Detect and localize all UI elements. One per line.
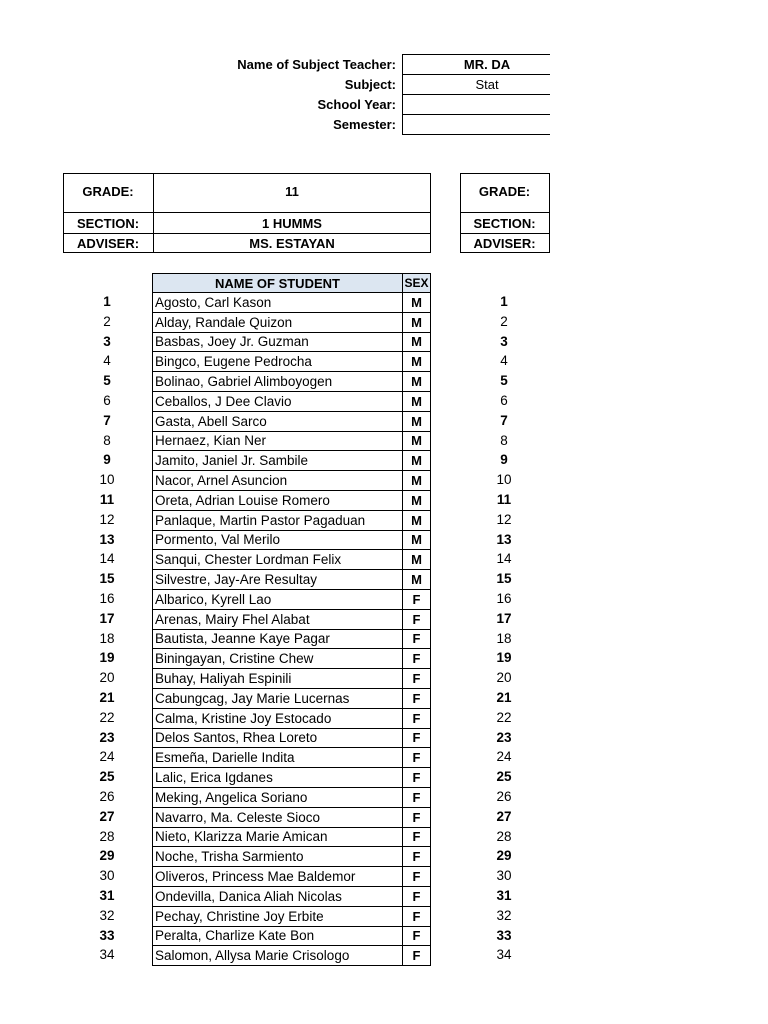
student-sex-cell[interactable]: M [402,549,431,570]
divider [402,114,550,115]
semester-label: Semester: [333,117,396,132]
student-sex-cell[interactable]: M [402,411,431,432]
adviser-label-2: ADVISER: [473,236,536,251]
row-number: 34 [99,947,115,963]
adviser-label: ADVISER: [76,236,140,251]
student-sex-cell[interactable]: F [402,629,431,650]
row-number: 28 [99,828,115,844]
student-sex-cell[interactable]: F [402,589,431,610]
student-name-cell[interactable]: Navarro, Ma. Celeste Sioco [152,807,403,828]
row-number-2: 9 [500,452,508,468]
student-sex-cell[interactable]: F [402,926,431,947]
student-name-cell[interactable]: Arenas, Mairy Fhel Alabat [152,609,403,630]
row-number: 15 [99,571,115,587]
row-number-2: 21 [496,690,512,705]
student-sex-cell[interactable]: M [402,431,431,452]
row-number: 29 [99,848,115,864]
student-sex-cell[interactable]: F [402,767,431,788]
row-number: 10 [99,472,115,488]
row-number: 30 [99,868,115,884]
row-number: 22 [99,709,115,725]
subject-value[interactable]: Stat [475,77,499,92]
student-name-cell[interactable]: Albarico, Kyrell Lao [152,589,403,610]
row-number: 24 [99,749,115,765]
row-number: 1 [103,294,111,309]
student-name-cell[interactable]: Nieto, Klarizza Marie Amican [152,827,403,848]
student-name-cell[interactable]: Cabungcag, Jay Marie Lucernas [152,688,403,709]
row-number: 20 [99,670,115,686]
row-number: 8 [103,432,111,448]
student-name-cell[interactable]: Buhay, Haliyah Espinili [152,668,403,689]
grade-value[interactable]: 11 [285,184,299,199]
name-column-header: NAME OF STUDENT [152,273,403,293]
divider [460,212,550,213]
row-number: 19 [99,650,115,666]
student-name-cell[interactable]: Biningayan, Cristine Chew [152,648,403,669]
row-number-2: 13 [496,531,512,547]
student-sex-cell[interactable]: M [402,312,431,333]
row-number: 3 [103,333,111,349]
student-sex-cell[interactable]: F [402,728,431,749]
student-name-cell[interactable]: Bautista, Jeanne Kaye Pagar [152,629,403,650]
row-number-2: 10 [496,472,512,488]
divider [402,74,550,75]
student-name-cell[interactable]: Ceballos, J Dee Clavio [152,391,403,412]
student-sex-cell[interactable]: F [402,827,431,848]
row-number: 25 [99,769,115,785]
student-name-cell[interactable]: Salomon, Allysa Marie Crisologo [152,945,403,966]
row-number: 4 [103,353,111,369]
row-number: 12 [99,511,115,527]
student-sex-cell[interactable]: F [402,747,431,768]
student-sex-cell[interactable]: M [402,569,431,590]
student-name-cell[interactable]: Nacor, Arnel Asuncion [152,470,403,491]
row-number-2: 7 [500,412,508,428]
student-name-cell[interactable]: Jamito, Janiel Jr. Sambile [152,450,403,471]
student-sex-cell[interactable]: F [402,688,431,709]
subject-label: Subject: [344,77,396,92]
student-name-cell[interactable]: Hernaez, Kian Ner [152,431,403,452]
grade-label: GRADE: [82,184,134,199]
student-sex-cell[interactable]: F [402,787,431,808]
divider [402,94,550,95]
row-number-2: 31 [496,888,512,903]
divider [460,233,550,234]
row-number: 26 [99,789,115,804]
row-number: 5 [103,373,111,389]
row-number-2: 34 [496,947,512,963]
row-number-2: 8 [500,432,508,448]
student-sex-cell[interactable]: F [402,668,431,689]
student-sex-cell[interactable]: M [402,292,431,313]
sex-column-header: SEX [402,273,431,293]
row-number: 16 [99,591,115,606]
student-sex-cell[interactable]: F [402,609,431,630]
row-number-2: 1 [500,294,508,309]
row-number-2: 18 [496,630,512,646]
section-value[interactable]: 1 HUMMS [262,216,322,231]
student-name-cell[interactable]: Panlaque, Martin Pastor Pagaduan [152,510,403,531]
student-sex-cell[interactable]: M [402,391,431,412]
grade-label-2: GRADE: [478,184,531,199]
row-number: 21 [99,690,115,705]
row-number-2: 27 [496,808,512,824]
row-number-2: 23 [496,729,512,745]
row-number: 6 [103,393,111,408]
row-number-2: 28 [496,828,512,844]
student-name-cell[interactable]: Peralta, Charlize Kate Bon [152,926,403,947]
student-sex-cell[interactable]: F [402,866,431,887]
row-number-2: 32 [496,907,512,923]
divider [549,173,550,253]
row-number: 9 [103,452,111,468]
row-number: 17 [99,610,115,626]
student-name-cell[interactable]: Sanqui, Chester Lordman Felix [152,549,403,570]
student-sex-cell[interactable]: F [402,648,431,669]
row-number-2: 11 [496,492,512,507]
row-number-2: 26 [496,789,512,804]
student-sex-cell[interactable]: M [402,351,431,372]
student-name-cell[interactable]: Pormento, Val Merilo [152,530,403,551]
row-number-2: 5 [500,373,508,389]
student-name-cell[interactable]: Meking, Angelica Soriano [152,787,403,808]
row-number-2: 30 [496,868,512,884]
adviser-value[interactable]: MS. ESTAYAN [249,236,335,251]
row-number: 14 [99,551,115,567]
row-number: 11 [99,492,115,507]
student-name-cell[interactable]: Alday, Randale Quizon [152,312,403,333]
row-number-2: 24 [496,749,512,765]
row-number-2: 19 [496,650,512,666]
row-number-2: 33 [496,927,512,943]
student-name-cell[interactable]: Oliveros, Princess Mae Baldemor [152,866,403,887]
row-number-2: 2 [500,313,508,329]
student-sex-cell[interactable]: M [402,332,431,353]
teacher-value[interactable]: MR. DA [463,57,511,72]
row-number-2: 12 [496,511,512,527]
student-name-cell[interactable]: Silvestre, Jay-Are Resultay [152,569,403,590]
student-name-cell[interactable]: Bingco, Eugene Pedrocha [152,351,403,372]
row-number-2: 25 [496,769,512,785]
row-number-2: 15 [496,571,512,587]
student-sex-cell[interactable]: F [402,886,431,907]
row-number-2: 16 [496,591,512,606]
row-number-2: 14 [496,551,512,567]
row-number-2: 20 [496,670,512,686]
student-name-cell[interactable]: Bolinao, Gabriel Alimboyogen [152,371,403,392]
row-number-2: 6 [500,393,508,408]
student-name-cell[interactable]: Pechay, Christine Joy Erbite [152,906,403,927]
student-name-cell[interactable]: Gasta, Abell Sarco [152,411,403,432]
student-sex-cell[interactable]: M [402,371,431,392]
row-number-2: 3 [500,333,508,349]
student-name-cell[interactable]: Delos Santos, Rhea Loreto [152,728,403,749]
row-number: 31 [99,888,115,903]
student-sex-cell[interactable]: M [402,450,431,471]
student-sex-cell[interactable]: M [402,490,431,511]
teacher-label: Name of Subject Teacher: [237,57,396,72]
student-sex-cell[interactable]: M [402,510,431,531]
row-number-2: 17 [496,610,512,626]
section-label: SECTION: [76,216,140,231]
row-number-2: 4 [500,353,508,369]
divider [63,212,431,213]
row-number: 2 [103,313,111,329]
student-name-cell[interactable]: Agosto, Carl Kason [152,292,403,313]
row-number: 33 [99,927,115,943]
student-sex-cell[interactable]: F [402,708,431,729]
student-name-cell[interactable]: Basbas, Joey Jr. Guzman [152,332,403,353]
row-number-2: 22 [496,709,512,725]
row-number: 27 [99,808,115,824]
student-sex-cell[interactable]: F [402,807,431,828]
row-number: 13 [99,531,115,547]
section-label-2: SECTION: [473,216,536,231]
student-name-cell[interactable]: Noche, Trisha Sarmiento [152,846,403,867]
student-name-cell[interactable]: Ondevilla, Danica Aliah Nicolas [152,886,403,907]
row-number: 7 [103,412,111,428]
divider [63,233,431,234]
row-number-2: 29 [496,848,512,864]
student-name-cell[interactable]: Calma, Kristine Joy Estocado [152,708,403,729]
student-sex-cell[interactable]: F [402,945,431,966]
row-number: 32 [99,907,115,923]
student-name-cell[interactable]: Lalic, Erica Igdanes [152,767,403,788]
row-number: 23 [99,729,115,745]
student-sex-cell[interactable]: F [402,906,431,927]
school-year-label: School Year: [317,97,396,112]
row-number: 18 [99,630,115,646]
student-name-cell[interactable]: Esmeña, Darielle Indita [152,747,403,768]
student-sex-cell[interactable]: M [402,530,431,551]
student-sex-cell[interactable]: F [402,846,431,867]
student-name-cell[interactable]: Oreta, Adrian Louise Romero [152,490,403,511]
student-sex-cell[interactable]: M [402,470,431,491]
